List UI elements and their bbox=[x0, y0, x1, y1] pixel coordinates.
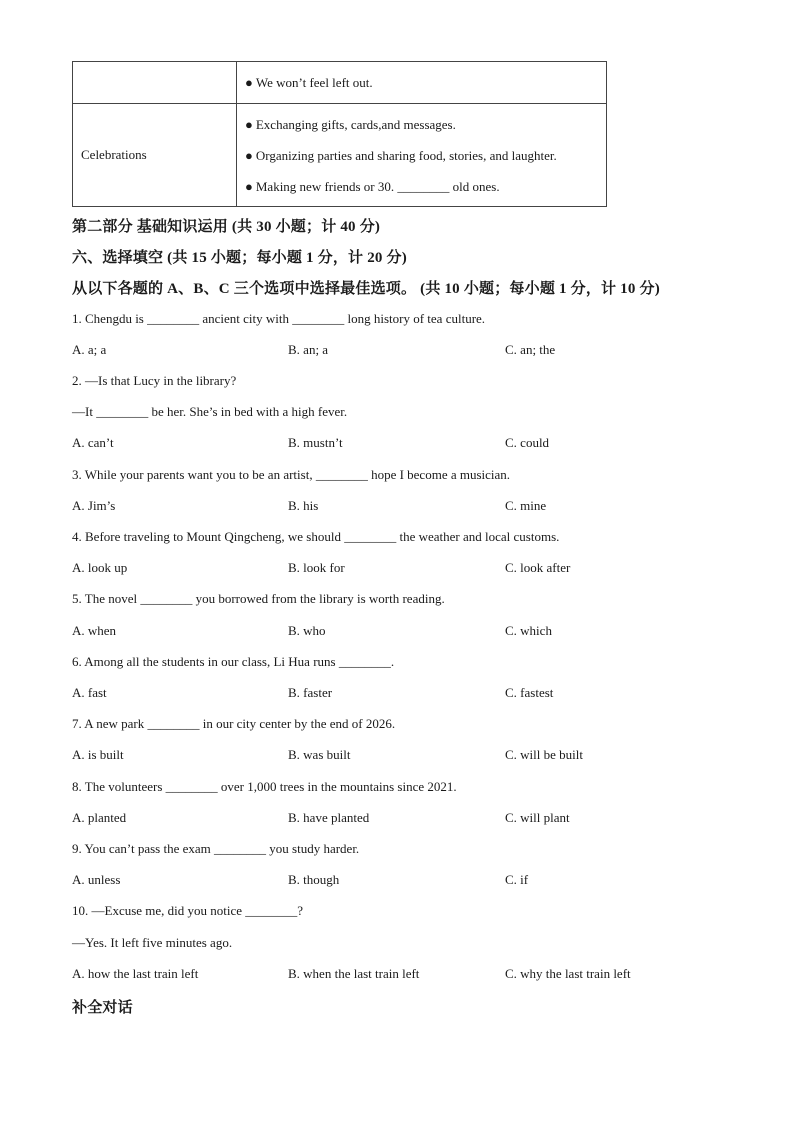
table-cell-content bbox=[237, 62, 607, 104]
bullet-icon: ● bbox=[245, 147, 253, 163]
options-2 bbox=[72, 435, 722, 453]
option-a[interactable]: A. planted bbox=[72, 810, 127, 825]
option-b[interactable]: B. mustn’t bbox=[288, 435, 343, 450]
question-10: 10. —Excuse me, did you notice ________? bbox=[72, 903, 304, 918]
table-cell-label bbox=[73, 62, 237, 104]
option-c[interactable]: C. will plant bbox=[505, 810, 570, 825]
option-c[interactable]: C. an; the bbox=[505, 342, 556, 357]
options-10 bbox=[72, 966, 722, 984]
bullet-icon: ● bbox=[245, 116, 253, 132]
options-3 bbox=[72, 498, 722, 516]
option-b[interactable]: B. his bbox=[288, 498, 319, 513]
option-b[interactable]: B. who bbox=[288, 623, 326, 638]
option-a[interactable]: A. when bbox=[72, 623, 117, 638]
question-5: 5. The novel ________ you borrowed from the library is worth reading. bbox=[72, 591, 445, 606]
options-5 bbox=[72, 623, 722, 641]
dialogue-heading: 补全对话 bbox=[72, 1000, 133, 1016]
option-c[interactable]: C. look after bbox=[505, 560, 571, 575]
option-a[interactable]: A. unless bbox=[72, 872, 121, 887]
option-c[interactable]: C. fastest bbox=[505, 685, 554, 700]
option-b[interactable]: B. though bbox=[288, 872, 340, 887]
bullet-item: ● Organizing parties and sharing food, stories, and laughter. bbox=[245, 147, 557, 163]
option-c[interactable]: C. could bbox=[505, 435, 550, 450]
table-row bbox=[73, 62, 607, 104]
option-c[interactable]: C. which bbox=[505, 623, 552, 638]
question-4: 4. Before traveling to Mount Qingcheng, we should ________ the weather and local customs. bbox=[72, 529, 560, 544]
instruction-heading: 从以下各题的 A、B、C 三个选项中选择最佳选项。 (共 10 小题；每小题 1 分，计 10 分) bbox=[72, 281, 660, 297]
option-c[interactable]: C. if bbox=[505, 872, 529, 887]
options-4 bbox=[72, 560, 722, 578]
table-cell-label: Celebrations bbox=[73, 104, 237, 207]
section-heading: 六、选择填空 (共 15 小题；每小题 1 分，计 20 分) bbox=[72, 250, 407, 266]
option-c[interactable]: C. why the last train left bbox=[505, 966, 631, 981]
question-8: 8. The volunteers ________ over 1,000 trees in the mountains since 2021. bbox=[72, 779, 457, 794]
option-b[interactable]: B. was built bbox=[288, 747, 351, 762]
part-heading: 第二部分 基础知识运用 (共 30 小题；计 40 分) bbox=[72, 219, 381, 235]
option-b[interactable]: B. when the last train left bbox=[288, 966, 420, 981]
option-b[interactable]: B. faster bbox=[288, 685, 333, 700]
option-b[interactable]: B. an; a bbox=[288, 342, 329, 357]
option-b[interactable]: B. have planted bbox=[288, 810, 370, 825]
table-row bbox=[73, 104, 607, 207]
options-7 bbox=[72, 747, 722, 765]
question-10-reply: —Yes. It left five minutes ago. bbox=[72, 935, 233, 950]
options-8 bbox=[72, 810, 722, 828]
question-7: 7. A new park ________ in our city center by the end of 2026. bbox=[72, 716, 396, 731]
options-6 bbox=[72, 685, 722, 703]
option-a[interactable]: A. a; a bbox=[72, 342, 107, 357]
table-cell-content bbox=[237, 104, 607, 207]
option-c[interactable]: C. will be built bbox=[505, 747, 583, 762]
question-6: 6. Among all the students in our class, Li Hua runs ________. bbox=[72, 654, 395, 669]
question-1: 1. Chengdu is ________ ancient city with ________ long history of tea culture. bbox=[72, 311, 486, 326]
options-1 bbox=[72, 342, 722, 360]
option-a[interactable]: A. Jim’s bbox=[72, 498, 116, 513]
bullet-icon: ● bbox=[245, 75, 253, 90]
bullet-icon: ● bbox=[245, 178, 253, 194]
option-a[interactable]: A. can’t bbox=[72, 435, 114, 450]
bullet-item: ● Making new friends or 30. ________ old ones. bbox=[245, 178, 500, 194]
bullet-item: ● Exchanging gifts, cards,and messages. bbox=[245, 116, 456, 132]
option-a[interactable]: A. is built bbox=[72, 747, 124, 762]
option-a[interactable]: A. fast bbox=[72, 685, 107, 700]
option-b[interactable]: B. look for bbox=[288, 560, 345, 575]
bullet-item: ● We won’t feel left out. bbox=[245, 75, 373, 90]
question-2-reply: —It ________ be her. She’s in bed with a high fever. bbox=[72, 404, 348, 419]
question-3: 3. While your parents want you to be an artist, ________ hope I become a musician. bbox=[72, 467, 511, 482]
question-2: 2. —Is that Lucy in the library? bbox=[72, 373, 237, 388]
option-a[interactable]: A. how the last train left bbox=[72, 966, 199, 981]
options-9 bbox=[72, 872, 722, 890]
question-9: 9. You can’t pass the exam ________ you study harder. bbox=[72, 841, 360, 856]
option-a[interactable]: A. look up bbox=[72, 560, 128, 575]
option-c[interactable]: C. mine bbox=[505, 498, 547, 513]
celebrations-table bbox=[72, 61, 607, 207]
